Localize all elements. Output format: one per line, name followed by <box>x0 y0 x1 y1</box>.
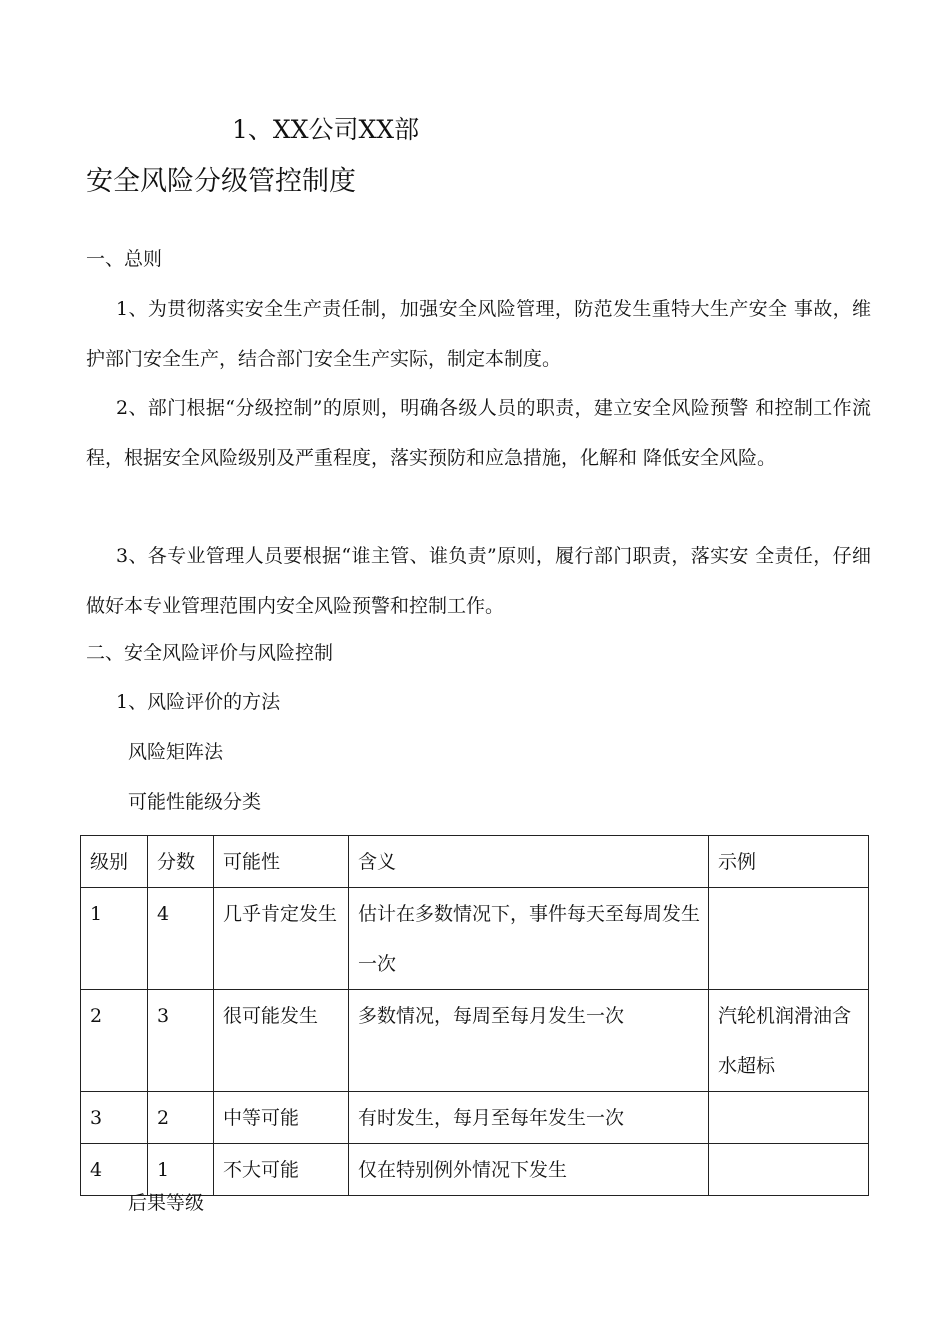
table-cell: 4 <box>81 1144 148 1196</box>
header-cell: 含义 <box>349 836 709 888</box>
consequence-level-heading: 后果等级 <box>128 1192 205 1214</box>
subheading-evaluation-method: 1、风险评价的方法 <box>116 691 281 713</box>
table-cell <box>709 1092 869 1144</box>
table-cell <box>709 888 869 990</box>
header-cell: 可能性 <box>214 836 349 888</box>
header-cell: 示例 <box>709 836 869 888</box>
table-header-row <box>81 836 869 888</box>
section-heading-general: 一、总则 <box>86 248 163 270</box>
header-cell: 分数 <box>148 836 214 888</box>
table-cell: 估计在多数情况下，事件每天至每周发生一次 <box>349 888 709 990</box>
table-row <box>81 888 869 990</box>
document-title-line1: 1、XX公司XX部 <box>232 115 420 144</box>
table-cell: 中等可能 <box>214 1092 349 1144</box>
table-cell: 多数情况，每周至每月发生一次 <box>349 990 709 1092</box>
paragraph-1: 1、为贯彻落实安全生产责任制，加强安全风险管理，防范发生重特大生产安全 事故，维护部门安全生产，结合部门安全生产实际，制定本制度。 <box>86 298 871 370</box>
table-cell: 4 <box>148 888 214 990</box>
table-cell: 不大可能 <box>214 1144 349 1196</box>
likelihood-table <box>80 835 869 1196</box>
table-cell: 有时发生，每月至每年发生一次 <box>349 1092 709 1144</box>
table-cell: 2 <box>148 1092 214 1144</box>
table-row <box>81 1092 869 1144</box>
document-title-line2: 安全风险分级管控制度 <box>86 166 356 197</box>
paragraph-2: 2、部门根据“分级控制”的原则，明确各级人员的职责，建立安全风险预警 和控制工作流程，根据安全风险级别及严重程度，落实预防和应急措施，化解和 降低安全风险。 <box>86 397 871 469</box>
table-cell: 仅在特别例外情况下发生 <box>349 1144 709 1196</box>
table-cell: 3 <box>81 1092 148 1144</box>
paragraph-3: 3、各专业管理人员要根据“谁主管、谁负责”原则，履行部门职责，落实安 全责任，仔细做好本专业管理范围内安全风险预警和控制工作。 <box>86 545 871 617</box>
table-cell <box>709 1144 869 1196</box>
table-caption: 可能性能级分类 <box>128 791 262 813</box>
table-cell: 1 <box>81 888 148 990</box>
table-cell: 1 <box>148 1144 214 1196</box>
table-row <box>81 990 869 1092</box>
section-heading-risk-evaluation: 二、安全风险评价与风险控制 <box>86 642 334 664</box>
table-cell: 很可能发生 <box>214 990 349 1092</box>
header-cell: 级别 <box>81 836 148 888</box>
table-cell: 几乎肯定发生 <box>214 888 349 990</box>
table-cell: 3 <box>148 990 214 1092</box>
method-name: 风险矩阵法 <box>128 741 224 763</box>
table-cell: 2 <box>81 990 148 1092</box>
table-cell: 汽轮机润滑油含水超标 <box>709 990 869 1092</box>
